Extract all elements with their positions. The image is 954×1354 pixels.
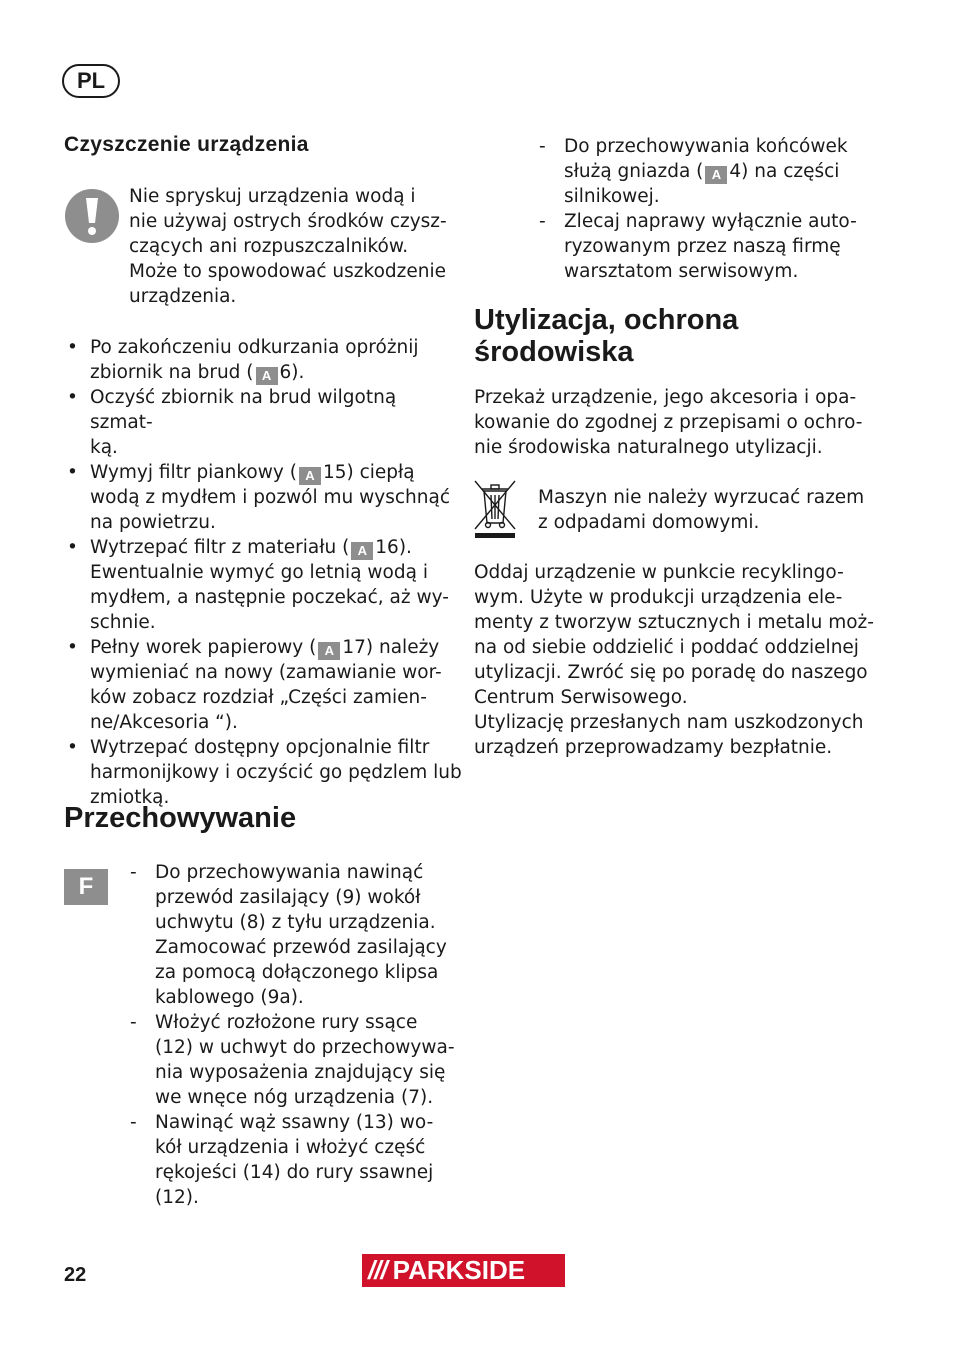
disposal-heading: Utylizacja, ochrona środowiska <box>474 304 739 368</box>
language-badge: PL <box>62 64 120 98</box>
storage-list-continued <box>538 134 868 284</box>
list-item: • Wytrzepać dostępny opcjonalnie filtr harmonijkowy i oczyścić go pędzlem lub zmiotką. <box>64 735 464 810</box>
disposal-paragraph: Przekaż urządzenie, jego akcesoria i opa- kowanie do zgodnej z przepisami o ochro- nie środowiska naturalnego utylizacji. <box>474 387 863 458</box>
list-item: - Nawinąć wąż ssawny (13) wo- kół urządzenia i włożyć część rękojeści (14) do rury ssawnej (12). <box>129 1110 459 1210</box>
list-item: - Zlecaj naprawy wyłącznie auto- ryzowanym przez naszą firmę warsztatom serwisowym. <box>538 209 868 284</box>
list-item: - Włożyć rozłożone rury ssące (12) w uchwyt do przechowywa- nia wyposażenia znajdujący się we wnęce nóg urządzenia (7). <box>129 1010 459 1110</box>
list-item: • Po zakończeniu odkurzania opróżnij zbiornik na brud ( A 6). <box>64 335 464 385</box>
list-item: • Oczyść zbiornik na brud wilgotną szmat- ką. <box>64 385 464 460</box>
storage-list <box>129 860 459 1210</box>
figure-ref-badge: A <box>256 367 278 385</box>
cleaning-heading: Czyszczenie urządzenia <box>64 133 309 156</box>
logo-stripes: /// <box>368 1255 387 1285</box>
storage-heading: Przechowywanie <box>64 802 297 834</box>
list-item: • Wymyj filtr piankowy ( A 15) ciepłą wodą z mydłem i pozwól mu wyschnąć na powietrzu. <box>64 460 464 535</box>
figure-ref-badge: A <box>705 166 727 184</box>
figure-ref-badge: A <box>318 642 340 660</box>
figure-label-badge: F <box>64 869 108 905</box>
list-item: - Do przechowywania nawinąć przewód zasilający (9) wokół uchwytu (8) z tyłu urządzenia. Zamocować przewód zasilający za pomocą dołączonego klipsa kablowego (9a). <box>129 860 459 1010</box>
weee-note: Maszyn nie należy wyrzucać razem z odpadami domowymi. <box>538 487 865 533</box>
list-item: • Wytrzepać filtr z materiału ( A 16). Ewentualnie wymyć go letnią wodą i mydłem, a następnie poczekać, aż wy- schnie. <box>64 535 464 635</box>
warning-icon <box>64 188 120 248</box>
page-number: 22 <box>64 1264 87 1286</box>
logo-text: PARKSIDE <box>392 1255 526 1285</box>
cleaning-list <box>64 335 464 810</box>
recycling-paragraph: Oddaj urządzenie w punkcie recyklingo- wym. Użyte w produkcji urządzenia ele- menty z tworzyw sztucznych i metalu moż- na od siebie oddzielić i poddać oddzielnej utylizacji. Zwróć się po poradę do naszego Centrum Serwisowego. Utylizację przesłanych nam uszkodzonych urządzeń przeprowadzamy bezpłatnie. <box>474 562 874 758</box>
parkside-logo <box>362 1254 565 1287</box>
cleaning-warning-text: Nie spryskuj urządzenia wodą i nie używaj ostrych środków czysz- czących ani rozpuszczalników. Może to spowodować uszkodzenie urządzenia. <box>129 186 447 307</box>
figure-ref-badge: A <box>299 467 321 485</box>
crossed-bin-icon <box>473 479 517 543</box>
list-item: • Pełny worek papierowy ( A 17) należy wymieniać na nowy (zamawianie wor- ków zobacz rozdział „Części zamien- ne/Akcesoria “). <box>64 635 464 735</box>
list-item: - Do przechowywania końcówek służą gniazda ( A 4) na części silnikowej. <box>538 134 868 209</box>
figure-ref-badge: A <box>351 542 373 560</box>
